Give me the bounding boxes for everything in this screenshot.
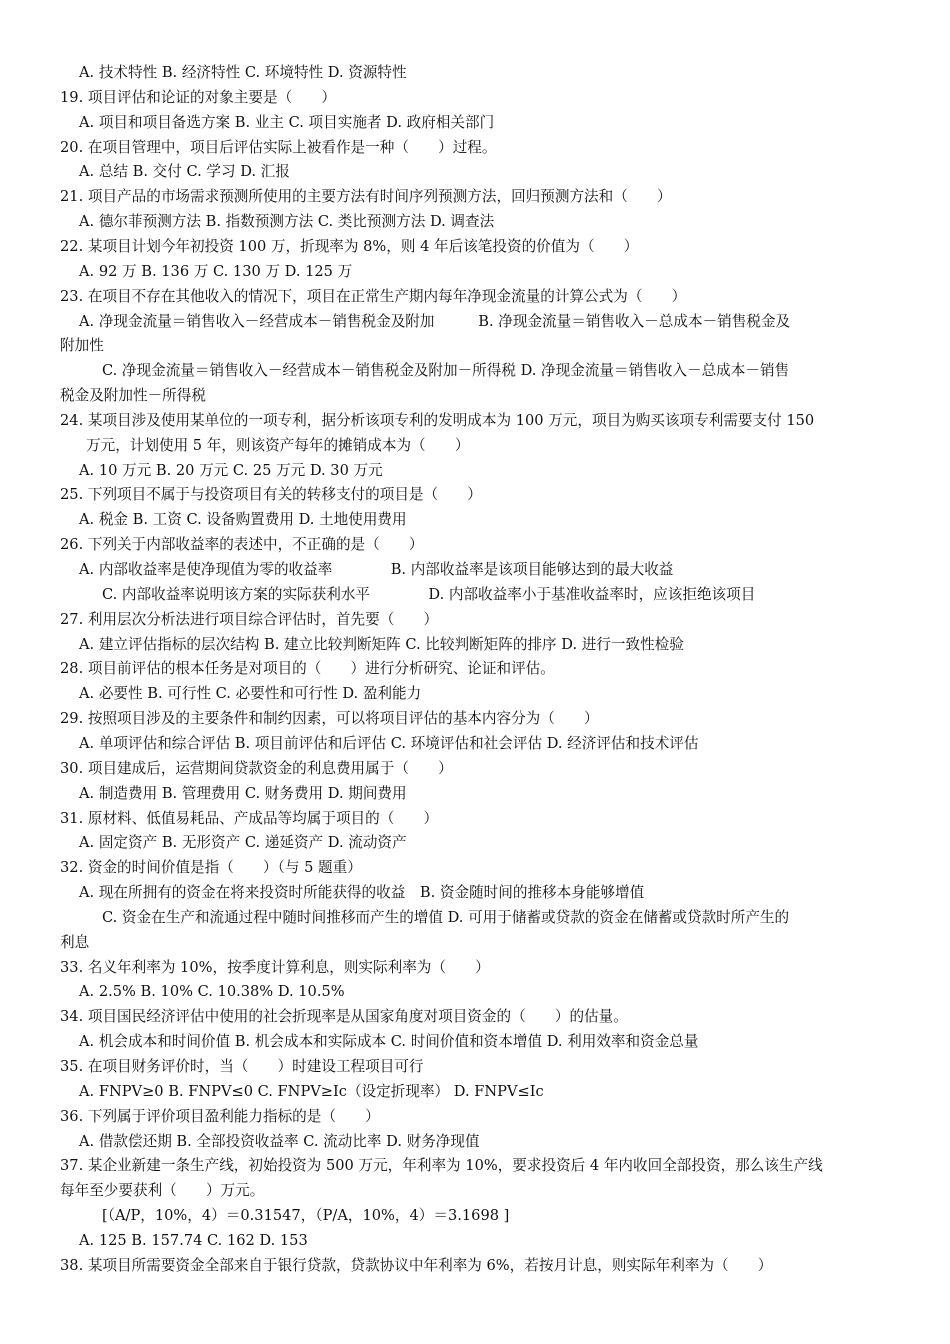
question-line: 25. 下列项目不属于与投资项目有关的转移支付的项目是（ ） [60,486,482,504]
option-line: A. 2.5% B. 10% C. 10.38% D. 10.5% [79,983,345,1001]
wrapped-line: 税金及附加性－所得税 [60,387,206,405]
question-line: 19. 项目评估和论证的对象主要是（ ） [60,88,336,106]
option-line: A. 项目和项目备选方案 B. 业主 C. 项目实施者 D. 政府相关部门 [79,113,495,131]
question-line: 24. 某项目涉及使用某单位的一项专利，据分析该项专利的发明成本为 100 万元，项目为购买该项专利需要支付 150 [60,411,815,429]
option-line: A. 10 万元 B. 20 万元 C. 25 万元 D. 30 万元 [79,461,383,479]
option-line: A. 技术特性 B. 经济特性 C. 环境特性 D. 资源特性 [79,64,407,81]
wrapped-line: 每年至少要获利（ ）万元。 [60,1182,265,1200]
option-line: C. 内部收益率说明该方案的实际获利水平 D. 内部收益率小于基准收益率时，应该拒绝该项目 [102,585,756,603]
question-line: 34. 项目国民经济评估中使用的社会折现率是从国家角度对项目资金的（ ）的估量。 [60,1008,628,1026]
wrapped-line: 利息 [60,933,90,951]
option-line: A. 德尔菲预测方法 B. 指数预测方法 C. 类比预测方法 D. 调查法 [79,213,495,231]
option-line: A. 借款偿还期 B. 全部投资收益率 C. 流动比率 D. 财务净现值 [79,1132,480,1150]
formula-line: [（A/P，10%，4）＝0.31547，（P/A，10%，4）＝3.1698 ] [102,1207,510,1225]
option-line: A. 制造费用 B. 管理费用 C. 财务费用 D. 期间费用 [79,784,407,802]
question-line: 23. 在项目不存在其他收入的情况下，项目在正常生产期内每年净现金流量的计算公式为（ ） [60,287,687,305]
option-line: A. 必要性 B. 可行性 C. 必要性和可行性 D. 盈利能力 [79,685,422,703]
option-line: A. FNPV≥0 B. FNPV≤0 C. FNPV≥Ic（设定折现率） D. FNPV≤Ic [79,1082,544,1100]
option-line: A. 建立评估指标的层次结构 B. 建立比较判断矩阵 C. 比较判断矩阵的排序 D. 进行一致性检验 [79,635,684,653]
option-line: A. 税金 B. 工资 C. 设备购置费用 D. 土地使用费用 [79,511,407,529]
wrapped-line: 附加性 [60,337,104,355]
option-line: C. 净现金流量＝销售收入－经营成本－销售税金及附加－所得税 D. 净现金流量＝销售收入－总成本－销售 [102,362,790,380]
question-line: 30. 项目建成后，运营期间贷款资金的利息费用属于（ ） [60,759,453,777]
question-line: 36. 下列属于评价项目盈利能力指标的是（ ） [60,1107,380,1125]
question-line: 31. 原材料、低值易耗品、产成品等均属于项目的（ ） [60,809,439,827]
question-line: 35. 在项目财务评价时，当（ ）时建设工程项目可行 [60,1058,424,1075]
question-continuation: 万元，计划使用 5 年，则该资产每年的摊销成本为（ ） [86,436,470,454]
question-line: 38. 某项目所需要资金全部来自于银行贷款，贷款协议中年利率为 6%，若按月计息，则实际年利率为（ ） [60,1256,773,1274]
question-line: 29. 按照项目涉及的主要条件和制约因素，可以将项目评估的基本内容分为（ ） [60,710,599,728]
question-line: 33. 名义年利率为 10%，按季度计算利息，则实际利率为（ ） [60,958,490,976]
option-line: C. 资金在生产和流通过程中随时间推移而产生的增值 D. 可用于储蓄或贷款的资金在储蓄或贷款时所产生的 [102,908,790,926]
option-line: A. 固定资产 B. 无形资产 C. 递延资产 D. 流动资产 [79,834,407,852]
question-line: 22. 某项目计划今年初投资 100 万，折现率为 8%，则 4 年后该笔投资的价值为（ ） [60,237,639,255]
option-line: A. 机会成本和时间价值 B. 机会成本和实际成本 C. 时间价值和资本增值 D. 利用效率和资金总量 [79,1033,699,1051]
question-line: 32. 资金的时间价值是指（ ）（与 5 题重） [60,859,362,877]
option-line: A. 现在所拥有的资金在将来投资时所能获得的收益 B. 资金随时间的推移本身能够增值 [79,884,645,902]
question-line: 27. 利用层次分析法进行项目综合评估时，首先要（ ） [60,610,439,628]
option-line: A. 125 B. 157.74 C. 162 D. 153 [79,1231,308,1249]
question-line: 37. 某企业新建一条生产线，初始投资为 500 万元，年利率为 10%，要求投资后 4 年内收回全部投资，那么该生产线 [60,1157,823,1175]
option-line: A. 内部收益率是使净现值为零的收益率 B. 内部收益率是该项目能够达到的最大收益 [79,561,674,578]
question-line: 26. 下列关于内部收益率的表述中，不正确的是（ ） [60,536,424,554]
option-line: A. 单项评估和综合评估 B. 项目前评估和后评估 C. 环境评估和社会评估 D. 经济评估和技术评估 [79,734,699,752]
question-line: 21. 项目产品的市场需求预测所使用的主要方法有时间序列预测方法，回归预测方法和（ ） [60,188,672,206]
option-line: A. 92 万 B. 136 万 C. 130 万 D. 125 万 [79,262,353,280]
question-line: 28. 项目前评估的根本任务是对项目的（ ）进行分析研究、论证和评估。 [60,660,555,678]
question-line: 20. 在项目管理中，项目后评估实际上被看作是一种（ ）过程。 [60,138,497,156]
option-line: A. 总结 B. 交付 C. 学习 D. 汇报 [79,163,290,181]
option-line: A. 净现金流量＝销售收入－经营成本－销售税金及附加 B. 净现金流量＝销售收入－总成本－销售税金及 [79,312,791,330]
